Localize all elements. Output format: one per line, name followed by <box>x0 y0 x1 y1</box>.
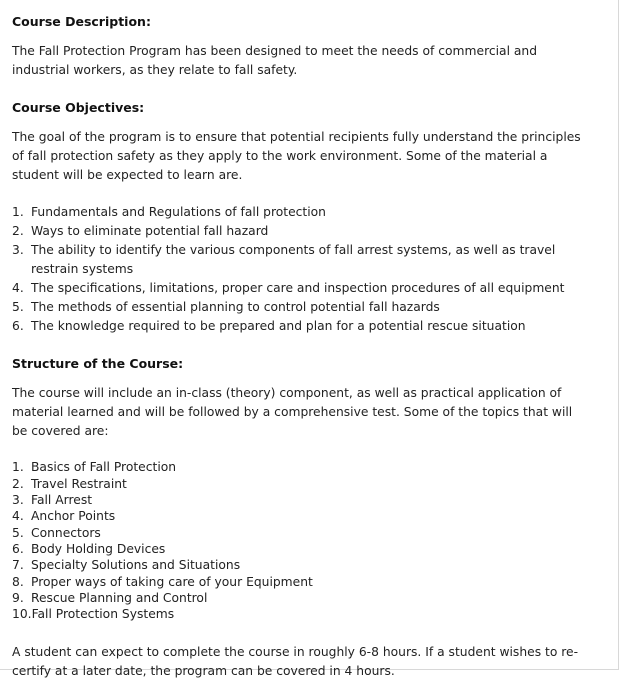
list-item <box>12 459 588 475</box>
list-item-number: 6. <box>12 542 24 557</box>
list-item <box>12 606 588 622</box>
course-description-heading: Course Description: <box>12 14 151 29</box>
list-item-label: Fall Arrest <box>31 493 93 508</box>
list-item <box>12 279 588 298</box>
list-item <box>12 317 588 336</box>
list-item-label: Specialty Solutions and Situations <box>31 558 241 573</box>
closing-paragraph: A student can expect to complete the course in roughly 6-8 hours. If a student wishes to re-certify at a later date, the program can be covered in 4 hours. <box>12 644 579 678</box>
course-topics-list <box>12 459 588 622</box>
course-description-paragraph: The Fall Protection Program has been designed to meet the needs of commercial and industrial workers, as they relate to fall safety. <box>12 43 538 77</box>
list-item <box>12 241 588 279</box>
list-item-number: 1. <box>12 460 24 475</box>
list-item-label: Ways to eliminate potential fall hazard <box>31 224 269 239</box>
list-item <box>12 557 588 573</box>
list-item-label: Body Holding Devices <box>31 542 166 557</box>
list-item-number: 10. <box>12 607 32 622</box>
list-item-label: Fall Protection Systems <box>31 607 175 622</box>
list-item <box>12 541 588 557</box>
list-item-label: Fundamentals and Regulations of fall protection <box>31 204 326 219</box>
list-item-number: 7. <box>12 558 24 573</box>
list-item-label: The knowledge required to be prepared and plan for a potential rescue situation <box>31 319 526 334</box>
list-item-label: Basics of Fall Protection <box>31 460 177 475</box>
list-item-number: 3. <box>12 243 24 258</box>
list-item-number: 1. <box>12 204 24 219</box>
list-item-number: 4. <box>12 281 24 296</box>
list-item-label: The ability to identify the various components of fall arrest systems, as well as travel restrain systems <box>31 243 556 277</box>
list-item-label: Travel Restraint <box>31 476 127 491</box>
list-item-number: 5. <box>12 525 24 540</box>
list-item-label: The methods of essential planning to control potential fall hazards <box>31 300 440 315</box>
list-item-number: 2. <box>12 224 24 239</box>
list-item <box>12 508 588 524</box>
list-item-label: The specifications, limitations, proper care and inspection procedures of all equipment <box>31 281 565 296</box>
list-item-number: 5. <box>12 300 24 315</box>
list-item-label: Connectors <box>31 525 101 540</box>
list-item-number: 9. <box>12 591 24 606</box>
list-item-number: 6. <box>12 319 24 334</box>
course-objectives-heading: Course Objectives: <box>12 99 145 115</box>
list-item-number: 3. <box>12 493 24 508</box>
course-objectives-list <box>12 203 588 336</box>
list-item-number: 8. <box>12 574 24 589</box>
structure-of-course-heading: Structure of the Course: <box>12 356 184 372</box>
list-item-label: Rescue Planning and Control <box>31 591 208 606</box>
course-objectives-paragraph: The goal of the program is to ensure that potential recipients fully understand the principles of fall protection safety as they apply to the work environment. Some of the material a student will be expected to learn are. <box>12 129 581 182</box>
list-item-number: 2. <box>12 476 24 491</box>
list-item-label: Proper ways of taking care of your Equipment <box>31 574 313 589</box>
list-item <box>12 203 588 222</box>
list-item <box>12 525 588 541</box>
list-item <box>12 222 588 241</box>
structure-of-course-paragraph: The course will include an in-class (theory) component, as well as practical application of material learned and will be followed by a comprehensive test. Some of the topics that will be covered are: <box>12 386 573 439</box>
list-item <box>12 476 588 492</box>
list-item <box>12 574 588 590</box>
list-item-number: 4. <box>12 509 24 524</box>
list-item <box>12 492 588 508</box>
list-item <box>12 298 588 317</box>
list-item <box>12 590 588 606</box>
list-item-label: Anchor Points <box>31 509 116 524</box>
